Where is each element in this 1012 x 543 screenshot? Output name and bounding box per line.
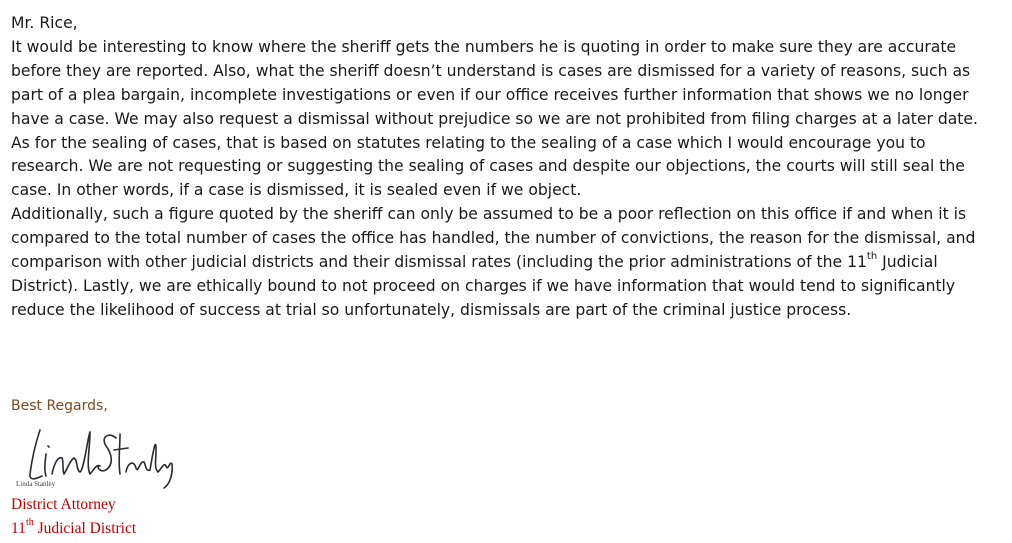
paragraph-2: As for the sealing of cases, that is based on statutes relating to the sealing of a case which I would encourage you to research. We are not requesting or suggesting the sealing of cases and despite our objections, the courts will still seal the case. In other words, if a case is dismissed, it is sealed even if we object. (11, 133, 965, 200)
district-line (11, 517, 136, 541)
district-number: 11 (11, 520, 26, 537)
title-district-attorney: District Attorney (11, 496, 116, 513)
paragraph-3-part-2: Judicial District). Lastly, we are ethically bound to not proceed on charges if we have information that would tend to significantly reduce the likelihood of success at trial so unfortunately, dismissals are part of the criminal justice process. (11, 253, 956, 319)
letter-body (11, 12, 1001, 323)
closing: Best Regards, (11, 398, 108, 414)
paragraph-3-part-1: Additionally, such a figure quoted by the sheriff can only be assumed to be a poor reflection on this office if and when it is compared to the total number of cases the office has handled, the number of convictions, the reason for the dismissal, and comparison with other judicial districts and their dismissal rates (including the prior administrations of the 11 (11, 205, 976, 272)
paragraph-3 (11, 203, 1001, 323)
district-name: Judicial District (33, 520, 137, 537)
salutation: Mr. Rice, (11, 14, 78, 32)
signature-image (10, 424, 175, 490)
district-ordinal-suffix: th (25, 516, 34, 528)
paragraph-1: It would be interesting to know where the sheriff gets the numbers he is quoting in order to make sure they are accurate before they are reported. Also, what the sheriff doesn’t understand is cases are dismissed for a variety of reasons, such as part of a plea bargain, incomplete investigations or even if our office receives further information that shows we no longer have a case. We may also request a dismissal without prejudice so we are not prohibited from filing charges at a later date. (11, 37, 978, 128)
svg-text:Linda Stanley: Linda Stanley (16, 480, 56, 488)
ordinal-suffix: th (866, 250, 878, 262)
signature-block (11, 493, 136, 541)
